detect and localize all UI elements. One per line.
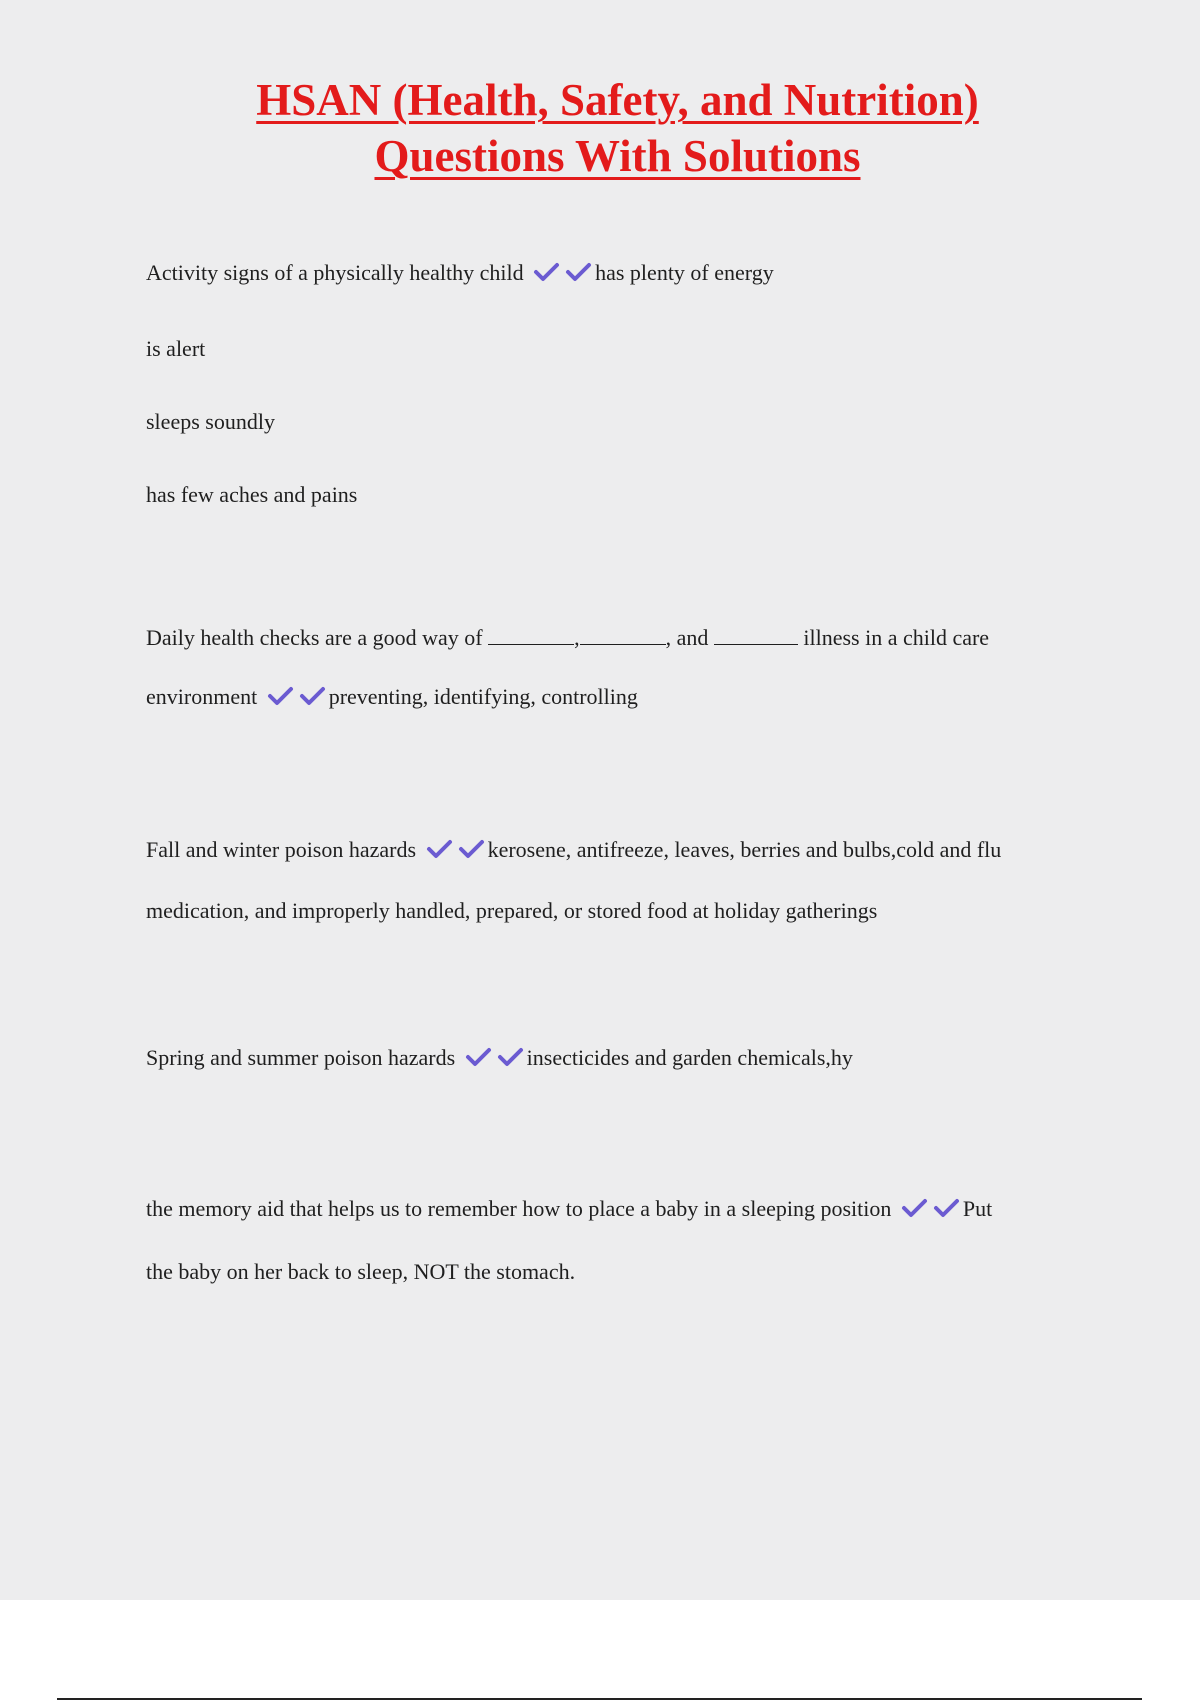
question-1-answer: has plenty of energy: [595, 260, 774, 285]
check-icon: [299, 685, 327, 707]
blank-separator: ,: [574, 625, 580, 650]
question-1-answer-line: sleeps soundly: [146, 409, 275, 434]
question-2-text-cont: illness in a child care: [803, 625, 990, 650]
question-3-answer-line: medication, and improperly handled, prepared, or stored food at holiday gatherings: [146, 898, 878, 923]
question-1-answer-line: is alert: [146, 336, 206, 361]
question-1-answer-line: has few aches and pains: [146, 482, 358, 507]
fill-in-blank: [580, 626, 666, 645]
check-icon: [565, 261, 593, 283]
question-4-prompt: [146, 1044, 853, 1072]
question-5-answer-line: the baby on her back to sleep, NOT the stomach.: [146, 1259, 576, 1284]
check-icon: [533, 261, 561, 283]
check-icon: [426, 838, 454, 860]
question-3-answer: kerosene, antifreeze, leaves, berries and bulbs,cold and flu: [487, 837, 1002, 862]
question-1-text: Activity signs of a physically healthy child: [146, 260, 524, 285]
question-5-text: the memory aid that helps us to remember how to place a baby in a sleeping position: [146, 1196, 892, 1221]
question-2-prompt-line-2: [146, 683, 638, 711]
check-icon: [901, 1197, 929, 1219]
question-4-text: Spring and summer poison hazards: [146, 1045, 456, 1070]
title-line-1: HSAN (Health, Safety, and Nutrition): [256, 75, 979, 125]
blank-separator: , and: [665, 625, 709, 650]
question-4-answer: insecticides and garden chemicals,hy: [526, 1045, 853, 1070]
fill-in-blank: [714, 626, 798, 645]
document-title: [0, 72, 1200, 184]
check-icon: [267, 685, 295, 707]
question-2-text: Daily health checks are a good way of: [146, 625, 483, 650]
check-icon: [497, 1046, 525, 1068]
question-1-prompt: [146, 259, 774, 287]
question-3-text: Fall and winter poison hazards: [146, 837, 417, 862]
question-2-answer: preventing, identifying, controlling: [328, 684, 638, 709]
question-2-prompt: [146, 624, 989, 652]
question-5-prompt: [146, 1195, 992, 1223]
title-line-2: Questions With Solutions: [374, 131, 861, 181]
fill-in-blank: [488, 626, 574, 645]
question-2-text-end: environment: [146, 684, 258, 709]
check-icon: [465, 1046, 493, 1068]
check-icon: [933, 1197, 961, 1219]
question-5-answer: Put: [962, 1196, 993, 1221]
question-3-prompt: [146, 836, 1001, 864]
check-icon: [458, 838, 486, 860]
